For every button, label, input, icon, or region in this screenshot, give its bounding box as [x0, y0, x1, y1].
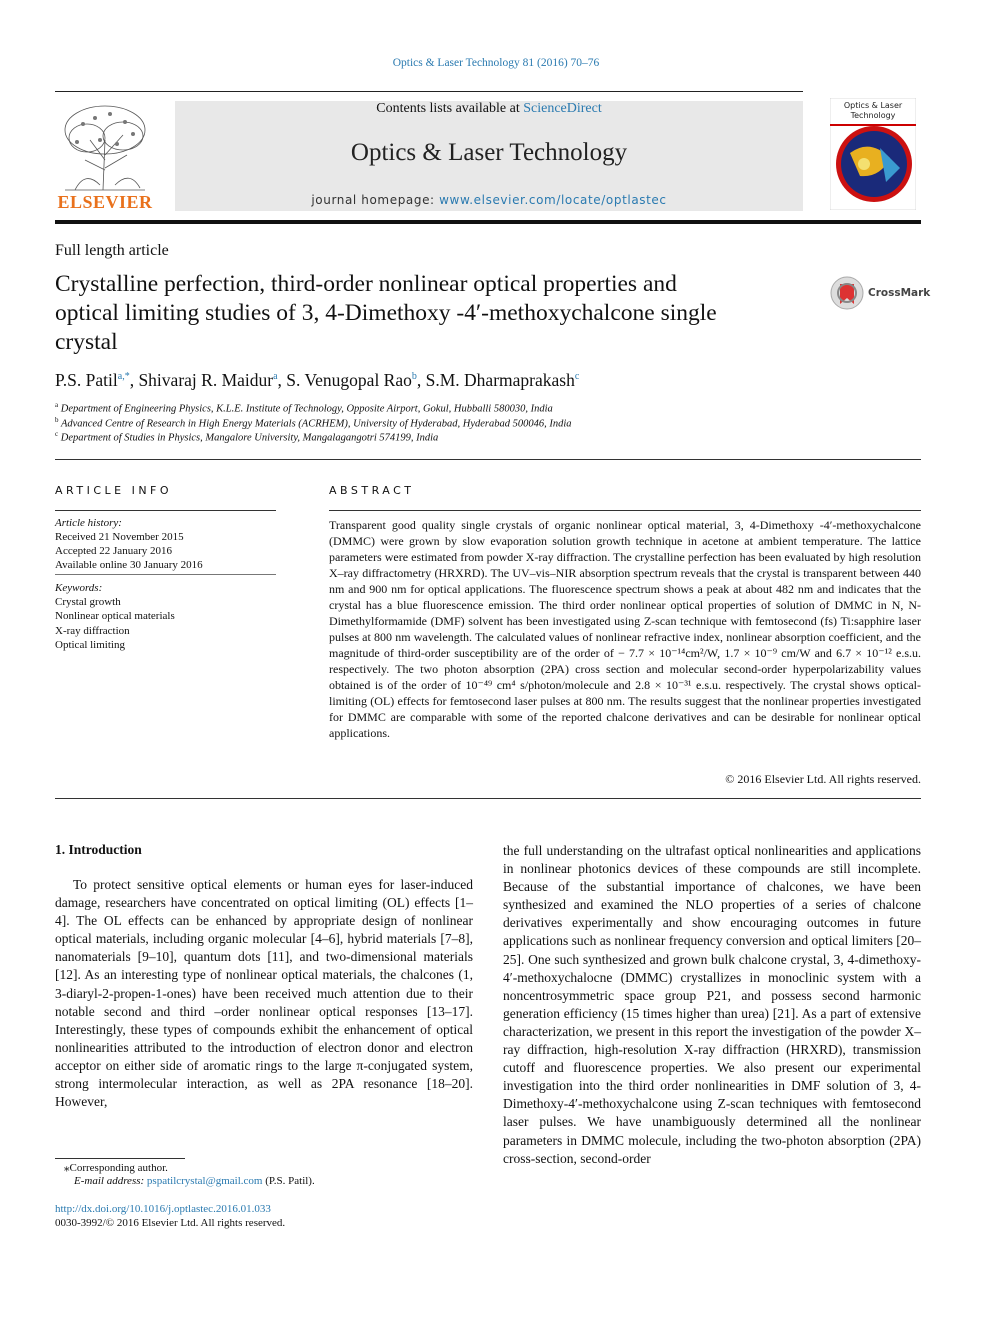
section-heading-introduction: 1. Introduction	[55, 842, 142, 857]
title-line: crystal	[55, 329, 118, 355]
article-title	[55, 270, 815, 357]
affiliation-text: Advanced Centre of Research in High Energy Materials (ACRHEM), University of Hyderabad, Hyderabad 500046, India	[60, 418, 572, 430]
footnote-rule	[55, 1158, 185, 1159]
body-paragraph: the full understanding on the ultrafast optical nonlinearities and applications in nonlinear photonics devices of these compounds are still incomplete. Because of the substantial importance of chalcones, we have been synthesized and examined the NLO properties of a series of chalcone derivatives experimentally and show encouraging outcomes in future applications such as nonlinear frequency conversion and optical limiters [20–25]. One such synthesized and grown bulk chalcone crystal, 3, 4-dimethoxy-4′-methoxychalocne (DMMC) crystallizes in monoclinic system with a noncentrosymmetric space group P21, and possess second harmonic generation efficiency (15 times higher than urea) [21]. As a part of extensive characterization, we present in this report the investigation of the powder X–ray diffraction, high-resolution X-ray diffraction (HRXRD), transmission cutoff and fluorescence properties. We also present our experimental investigation into the third order nonlinearities in DMF solution of 3, 4-Dimethoxy-4′-methoxychalcone using Z-scan techniques with femtosecond laser pulses. We have unambiguously determined all the nonlinear parameters in DMMC molecule, including the two-photon absorption (2PA) cross-section, second-order	[503, 843, 921, 1166]
sciencedirect-link[interactable]: ScienceDirect	[523, 101, 602, 116]
cover-title-line1: Optics & Laser	[843, 101, 903, 110]
author-affil-sup[interactable]: b	[411, 371, 417, 383]
contents-prefix: Contents lists available at	[376, 101, 524, 116]
history-label: Article history:	[55, 517, 122, 529]
accepted-date: Accepted 22 January 2016	[55, 545, 172, 557]
article-info-rule	[55, 510, 276, 511]
article-info-heading: ARTICLE INFO	[55, 484, 173, 497]
author-name[interactable]: S. Venugopal Rao	[286, 370, 412, 390]
corresponding-author-note: ⁎Corresponding author.	[64, 1162, 168, 1174]
elsevier-wordmark: ELSEVIER	[57, 192, 153, 212]
email-note	[74, 1175, 315, 1187]
abstract-rule	[329, 510, 921, 511]
homepage-prefix: journal homepage:	[311, 193, 440, 207]
header-rule	[55, 91, 803, 92]
author-affil-sup[interactable]: c	[574, 371, 580, 383]
journal-name: Optics & Laser Technology	[350, 139, 628, 166]
affiliation	[55, 430, 438, 444]
title-block-rule	[55, 459, 921, 460]
keyword: Nonlinear optical materials	[55, 610, 175, 622]
abstract-text: Transparent good quality single crystals of organic nonlinear optical material, 3, 4-Dimethoxy -4′-methoxychalcone (DMMC) were grown by slow evaporation solution growth technique in acetone at ambient temperature. The lattice parameters were estimated from powder X-ray diffraction. The crystalline perfection has been evaluated by high resolution X–ray diffractometry (HRXRD). The UV–vis–NIR absorption spectrum reveals that the crystal is transparent between 440 nm and 900 nm for optical applications. The fluorescence spectrum shows a peak at about 482 nm and indicates that the crystal has a blue fluorescence emission. The third order nonlinear optical properties of solution of DMMC in N, N-Dimethylformamide (DMF) solvent has been investigated using Z-scan technique with femtosecond (fs) Ti:sapphire laser pulses at 800 nm wavelength. The calculated values of nonlinear refractive index, nonlinear absorption coefficient, and the magnitude of third-order susceptibility are of the order of − 7.7 × 10⁻¹⁴cm²/W, 1.7 × 10⁻⁹ cm/W and 6.7 × 10⁻¹² e.s.u. respectively. The two photon absorption (2PA) cross section and molecular second-order hyperpolarizability values obtained is of the order of 10⁻⁴⁹ cm⁴ s/photon/molecule and 2.8 × 10⁻³¹ e.s.u. respectively. The crystal shows optical-limiting (OL) effects for femtosecond laser pulses at 800 nm. The results suggest that the nonlinear properties investigated for DMMC are comparable with some of the reported chalcone derivatives and can be desirable for nonlinear optical applications.	[329, 518, 921, 740]
author-name[interactable]: P.S. Patil	[55, 370, 118, 390]
affiliation-text: Department of Studies in Physics, Mangalore University, Mangalagangotri 574199, India	[60, 432, 439, 444]
affiliation	[55, 401, 553, 415]
email-label: E-mail address:	[74, 1175, 147, 1187]
issn-copyright: 0030-3992/© 2016 Elsevier Ltd. All rights reserved.	[55, 1217, 286, 1229]
affiliation	[55, 416, 572, 430]
body-column-left	[55, 876, 473, 1111]
journal-homepage	[175, 193, 803, 207]
affiliation-text: Department of Engineering Physics, K.L.E. Institute of Technology, Opposite Airport, Gokul, Hubballi 580030, India	[60, 403, 553, 415]
journal-cover-image	[830, 98, 916, 210]
author-affil-sup[interactable]: a	[273, 371, 278, 383]
body-paragraph: To protect sensitive optical elements or human eyes for laser-induced damage, researchers have concentrated on optical limiting (OL) effects [1–4]. The OL effects can be enhanced by appropriate design of nonlinear optical materials, including organic molecular [4–6], hybrid materials [7–8], nanomaterials [9–10], quantum dots [11], and two-dimensional materials [12]. As an interesting type of nonlinear optical materials, the chalcones (1, 3-diaryl-2-propen-1-ones) have been received much attention due to their notable second and third –order nonlinear optical responses [13–17]. Interestingly, these types of compounds exhibit the enhancement of optical nonlinearities attributed to the introduction of electron donor and electron acceptor on either side of aromatic rings to the large π-conjugated system, strong intermolecular interaction, as well as 2PA resonance [18–20]. However,	[55, 877, 473, 1110]
homepage-link[interactable]: www.elsevier.com/locate/optlastec	[439, 193, 667, 207]
online-date: Available online 30 January 2016	[55, 559, 203, 571]
keyword: Optical limiting	[55, 639, 125, 651]
article-type: Full length article	[55, 242, 169, 259]
keyword: Crystal growth	[55, 596, 121, 608]
abstract-bottom-rule	[55, 798, 921, 799]
abstract-copyright: © 2016 Elsevier Ltd. All rights reserved.	[725, 772, 921, 786]
email-suffix: (P.S. Patil).	[262, 1175, 315, 1187]
author-name[interactable]: Shivaraj R. Maidur	[138, 370, 274, 390]
title-line: optical limiting studies of 3, 4-Dimethoxy -4′-methoxychalcone single	[55, 300, 717, 326]
abstract-heading: ABSTRACT	[329, 484, 415, 497]
author-name[interactable]: S.M. Dharmaprakash	[425, 370, 575, 390]
affiliation-sup: c	[55, 430, 59, 438]
doi-text[interactable]: http://dx.doi.org/10.1016/j.optlastec.2016.01.033	[55, 1203, 271, 1215]
keywords-rule	[55, 574, 276, 575]
received-date: Received 21 November 2015	[55, 531, 184, 543]
author-affil-sup[interactable]: a,*	[117, 371, 130, 383]
crossmark-icon[interactable]	[830, 276, 864, 310]
body-column-right	[503, 842, 921, 1168]
doi-link[interactable]	[55, 1203, 271, 1215]
keyword: X-ray diffraction	[55, 625, 130, 637]
header-thick-rule	[55, 220, 921, 224]
affiliation-sup: a	[55, 401, 59, 409]
cover-title-line2: Technology	[850, 111, 896, 120]
title-line: Crystalline perfection, third-order nonlinear optical properties and	[55, 271, 677, 297]
author-list: P.S. Patil$^{a,*}$, Shivaraj R. Maidur$^a$, S. Venugopal Rao$^b$, S.M. Dharmaprakash$^c$	[55, 370, 580, 390]
email-link[interactable]: pspatilcrystal@gmail.com	[146, 1175, 263, 1187]
crossmark-label[interactable]: CrossMark	[868, 287, 931, 299]
journal-citation[interactable]: Optics & Laser Technology 81 (2016) 70–76	[392, 57, 600, 69]
contents-line	[175, 101, 803, 117]
keywords-label: Keywords:	[55, 582, 103, 594]
affiliation-sup: b	[55, 416, 59, 424]
